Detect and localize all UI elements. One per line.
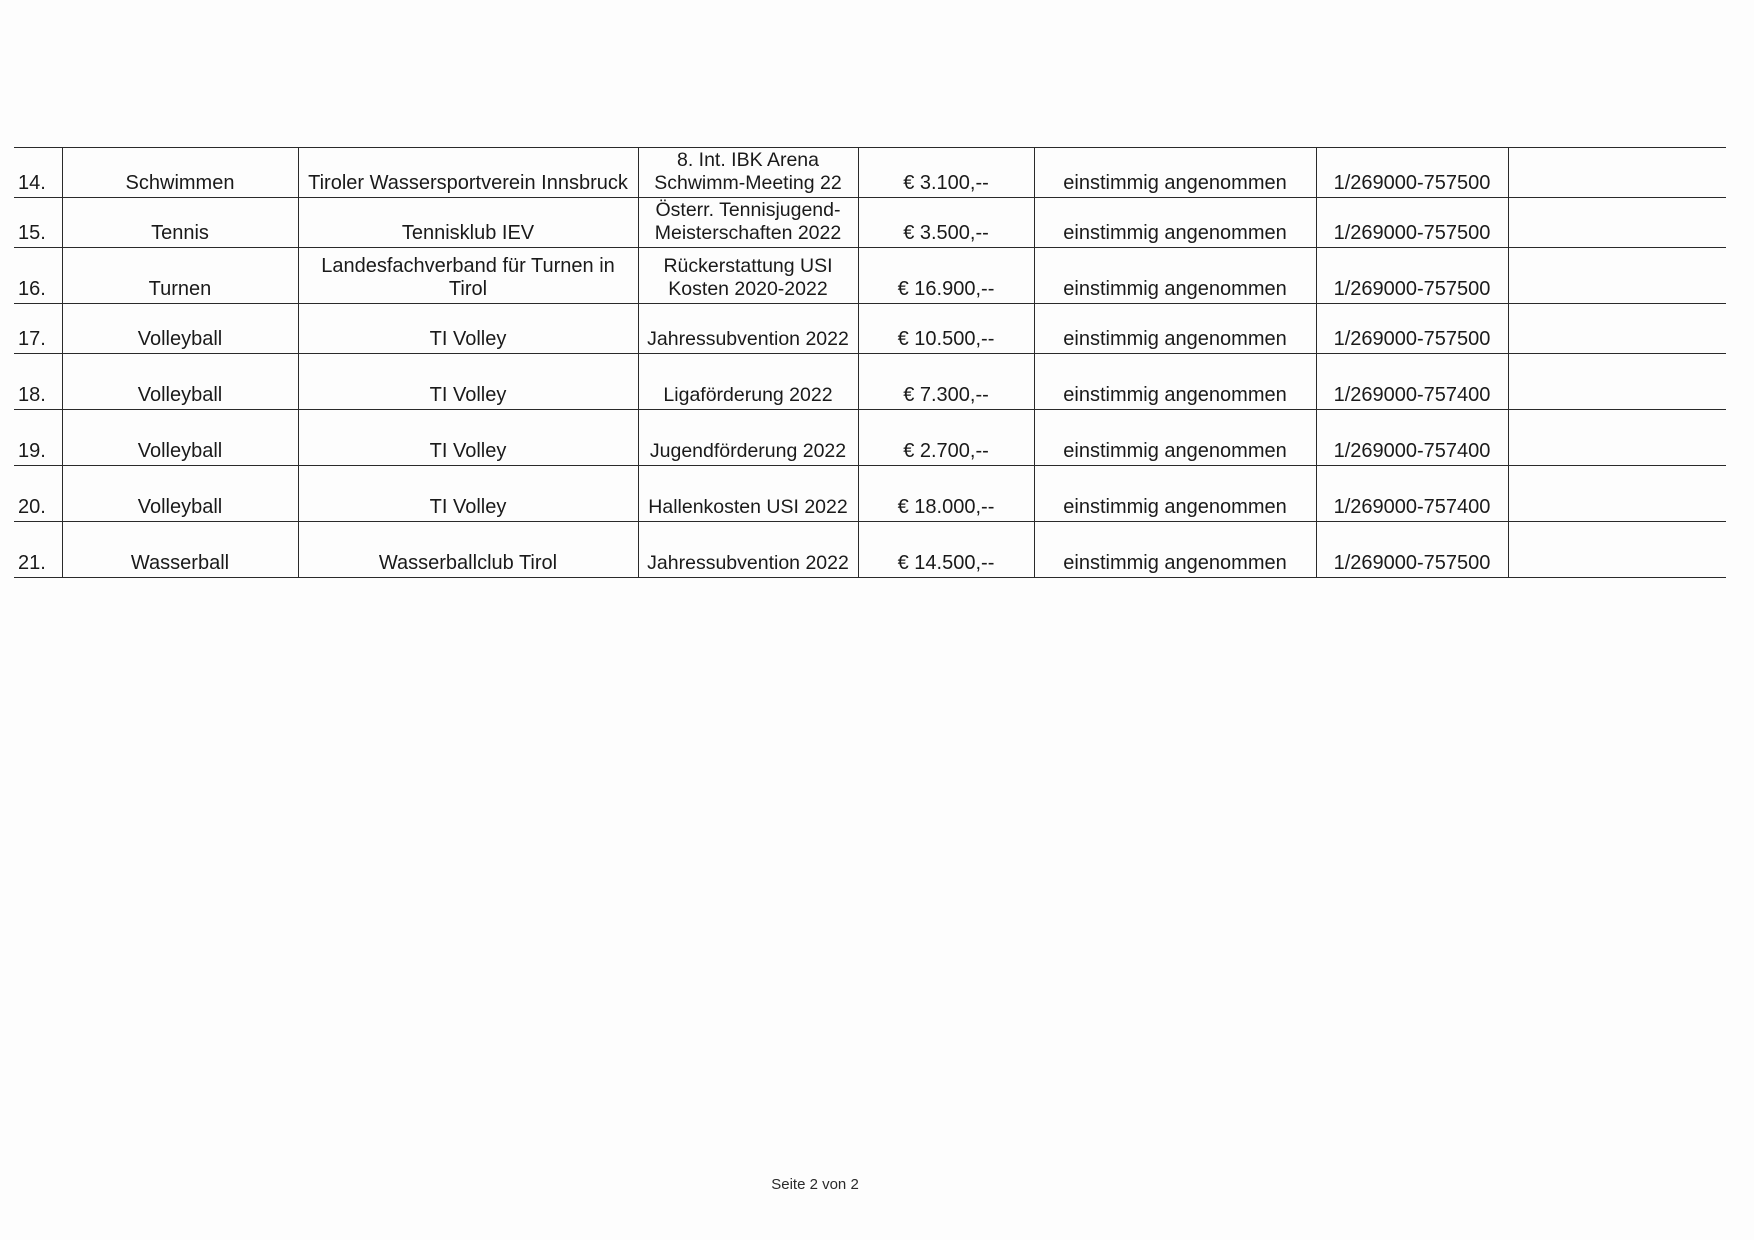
grant-table — [14, 147, 1726, 578]
sport-cell: Wasserball — [62, 522, 298, 578]
empty-cell — [1508, 198, 1726, 248]
row-number: 16. — [14, 248, 62, 304]
project-cell: Ligaförderung 2022 — [638, 354, 858, 410]
row-number: 20. — [14, 466, 62, 522]
amount-cell: € 18.000,-- — [858, 466, 1034, 522]
table-row — [14, 522, 1726, 578]
decision-cell: einstimmig angenommen — [1034, 304, 1316, 354]
empty-cell — [1508, 466, 1726, 522]
club-cell: Tiroler Wassersportverein Innsbruck — [298, 148, 638, 198]
row-number: 15. — [14, 198, 62, 248]
project-cell: Jahressubvention 2022 — [638, 522, 858, 578]
sport-cell: Tennis — [62, 198, 298, 248]
decision-cell: einstimmig angenommen — [1034, 522, 1316, 578]
sport-cell: Volleyball — [62, 410, 298, 466]
empty-cell — [1508, 354, 1726, 410]
club-cell: TI Volley — [298, 410, 638, 466]
decision-cell: einstimmig angenommen — [1034, 148, 1316, 198]
amount-cell: € 14.500,-- — [858, 522, 1034, 578]
project-cell: Österr. Tennisjugend-Meisterschaften 2022 — [638, 198, 858, 248]
account-cell: 1/269000-757400 — [1316, 354, 1508, 410]
project-cell: 8. Int. IBK Arena Schwimm-Meeting 22 — [638, 148, 858, 198]
amount-cell: € 16.900,-- — [858, 248, 1034, 304]
row-number: 19. — [14, 410, 62, 466]
empty-cell — [1508, 522, 1726, 578]
empty-cell — [1508, 304, 1726, 354]
table-row — [14, 354, 1726, 410]
amount-cell: € 2.700,-- — [858, 410, 1034, 466]
empty-cell — [1508, 248, 1726, 304]
table-row — [14, 304, 1726, 354]
decision-cell: einstimmig angenommen — [1034, 410, 1316, 466]
club-cell: TI Volley — [298, 304, 638, 354]
table-row — [14, 410, 1726, 466]
row-number: 18. — [14, 354, 62, 410]
club-cell: Landesfachverband für Turnen in Tirol — [298, 248, 638, 304]
account-cell: 1/269000-757500 — [1316, 522, 1508, 578]
table-row — [14, 466, 1726, 522]
project-cell: Jugendförderung 2022 — [638, 410, 858, 466]
row-number: 21. — [14, 522, 62, 578]
account-cell: 1/269000-757400 — [1316, 466, 1508, 522]
club-cell: Tennisklub IEV — [298, 198, 638, 248]
project-cell: Hallenkosten USI 2022 — [638, 466, 858, 522]
account-cell: 1/269000-757500 — [1316, 148, 1508, 198]
amount-cell: € 3.500,-- — [858, 198, 1034, 248]
sport-cell: Volleyball — [62, 466, 298, 522]
account-cell: 1/269000-757500 — [1316, 198, 1508, 248]
account-cell: 1/269000-757500 — [1316, 248, 1508, 304]
decision-cell: einstimmig angenommen — [1034, 248, 1316, 304]
club-cell: TI Volley — [298, 354, 638, 410]
amount-cell: € 7.300,-- — [858, 354, 1034, 410]
account-cell: 1/269000-757500 — [1316, 304, 1508, 354]
club-cell: TI Volley — [298, 466, 638, 522]
empty-cell — [1508, 148, 1726, 198]
decision-cell: einstimmig angenommen — [1034, 466, 1316, 522]
row-number: 14. — [14, 148, 62, 198]
decision-cell: einstimmig angenommen — [1034, 354, 1316, 410]
table-row — [14, 198, 1726, 248]
sport-cell: Schwimmen — [62, 148, 298, 198]
club-cell: Wasserballclub Tirol — [298, 522, 638, 578]
project-cell: Rückerstattung USI Kosten 2020-2022 — [638, 248, 858, 304]
table-row — [14, 248, 1726, 304]
page-number: Seite 2 von 2 — [771, 1176, 859, 1193]
sport-cell: Volleyball — [62, 354, 298, 410]
sport-cell: Volleyball — [62, 304, 298, 354]
amount-cell: € 3.100,-- — [858, 148, 1034, 198]
sport-cell: Turnen — [62, 248, 298, 304]
row-number: 17. — [14, 304, 62, 354]
table-row — [14, 148, 1726, 198]
account-cell: 1/269000-757400 — [1316, 410, 1508, 466]
decision-cell: einstimmig angenommen — [1034, 198, 1316, 248]
project-cell: Jahressubvention 2022 — [638, 304, 858, 354]
empty-cell — [1508, 410, 1726, 466]
amount-cell: € 10.500,-- — [858, 304, 1034, 354]
